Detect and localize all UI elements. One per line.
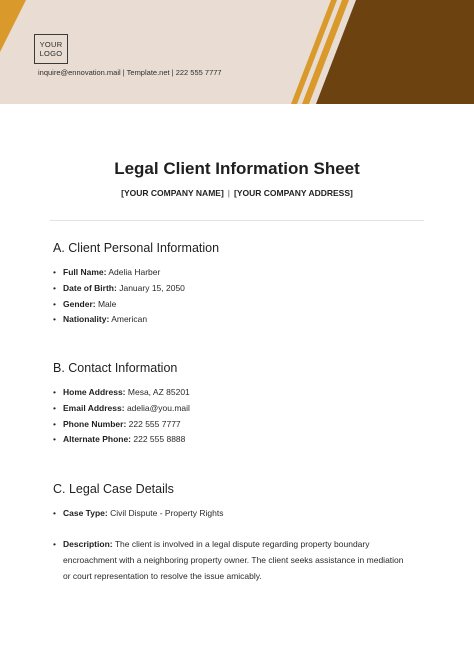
- company-name: [YOUR COMPANY NAME]: [121, 188, 224, 198]
- field-label: Home Address:: [63, 387, 126, 397]
- field-value: Adelia Harber: [108, 267, 161, 277]
- company-line: [0, 188, 474, 198]
- logo-text-line2: LOGO: [39, 49, 63, 58]
- field-value: Male: [97, 298, 117, 309]
- company-separator: |: [227, 188, 230, 198]
- list-item: • Alternate Phone: 222 555 8888: [53, 434, 186, 445]
- field-value: Mesa, AZ 85201: [127, 387, 190, 397]
- field-label: Full Name:: [63, 267, 107, 277]
- contact-info-list: [53, 385, 413, 448]
- section-heading-case: C. Legal Case Details: [53, 482, 174, 496]
- list-item: • Nationality: American: [53, 314, 148, 325]
- field-value: 222 555 8888: [133, 434, 186, 445]
- field-value: The client is involved in a legal dispute regarding property boundary encroachment with a neighboring property owner. The client seeks assistance in mediation or court representation to resolve the issue amicably.: [63, 539, 404, 581]
- field-label: Case Type:: [63, 508, 108, 518]
- field-label: Nationality:: [63, 314, 110, 325]
- header-contact-info: inquire@ennovation.mail | Template.net | 222 555 7777: [38, 68, 222, 77]
- title-divider: [50, 220, 424, 221]
- page-title: Legal Client Information Sheet: [114, 159, 360, 178]
- field-label: Date of Birth:: [63, 282, 117, 293]
- field-label: Gender:: [63, 298, 96, 309]
- personal-info-list: [53, 265, 413, 328]
- list-item: • Email Address: adelia@you.mail: [53, 402, 190, 413]
- section-heading-contact: B. Contact Information: [53, 361, 178, 375]
- section-heading-personal: A. Client Personal Information: [53, 241, 220, 255]
- list-item: • Home Address: Mesa, AZ 85201: [53, 387, 190, 397]
- list-item: • Case Type: Civil Dispute - Property Rights: [53, 508, 224, 518]
- field-label: Phone Number:: [63, 418, 127, 429]
- list-item: • Date of Birth: January 15, 2050: [53, 282, 185, 293]
- case-description-list: [53, 537, 405, 584]
- field-value: January 15, 2050: [119, 282, 185, 293]
- company-address: [YOUR COMPANY ADDRESS]: [234, 188, 353, 198]
- page-header: [0, 0, 474, 114]
- field-label: Description:: [63, 539, 113, 549]
- case-details-list: [53, 506, 413, 522]
- list-item: • Full Name: Adelia Harber: [53, 267, 161, 277]
- header-decoration: [0, 0, 474, 114]
- logo-text-line1: YOUR: [39, 40, 63, 49]
- field-value: adelia@you.mail: [126, 402, 190, 413]
- field-value: 222 555 7777: [128, 418, 181, 429]
- list-item: • Phone Number: 222 555 7777: [53, 418, 181, 429]
- logo-placeholder: [34, 34, 68, 64]
- list-item: • Description: The client is involved in a legal dispute regarding property boundary encroachment with a neighboring property owner. The client seeks assistance in mediation or court representation to resolve the issue amicably.: [53, 539, 404, 581]
- field-value: American: [111, 314, 148, 325]
- field-value: Civil Dispute - Property Rights: [110, 508, 224, 518]
- list-item: • Gender: Male: [53, 298, 117, 309]
- field-label: Alternate Phone:: [63, 434, 132, 445]
- field-label: Email Address:: [63, 402, 125, 413]
